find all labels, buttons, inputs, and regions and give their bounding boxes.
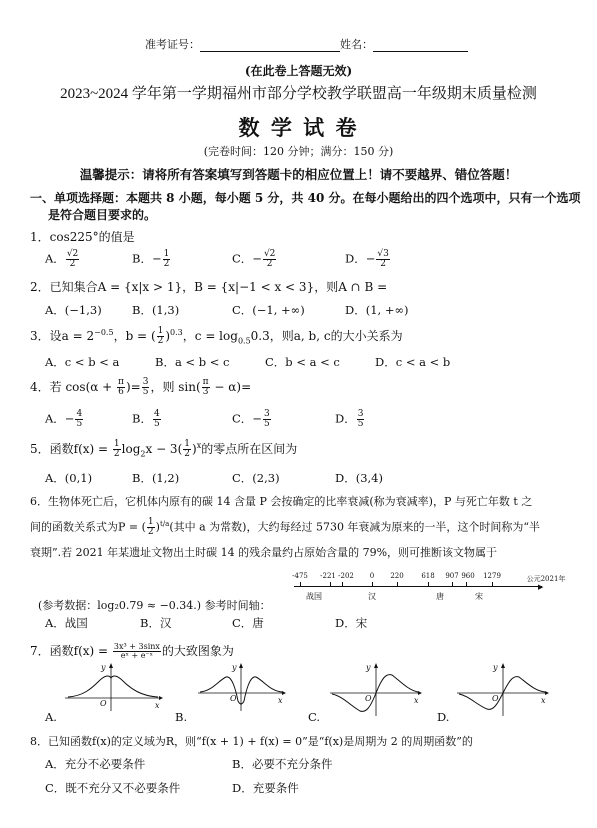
tick-label: -475	[292, 572, 308, 580]
q4-option-a: A．− $\frac{4}{5}$	[45, 409, 83, 429]
section-heading-line2: 是符合题目要求的。	[48, 208, 157, 222]
q3-option-a: A．c < b < a	[45, 355, 120, 369]
question-2: 2．已知集合A = {x|x > 1}，B = {x|−1 < x < 3}，则A ∩ B =	[30, 280, 388, 294]
q4-option-b: B． $\frac{4}{5}$	[132, 409, 160, 429]
tick-label: -202	[338, 572, 354, 580]
q2-option-c: C．(−1, +∞)	[232, 303, 305, 317]
q7-option-a: A.	[45, 710, 57, 724]
section-heading-line1: 一、单项选择题：本题共 8 小题，每小题 5 分，共 40 分。在每小题给出的四个选项中，只有一个选项	[30, 191, 581, 205]
tick-label: 907	[445, 572, 459, 580]
question-8: 8．已知函数f(x)的定义域为R，则“f(x + 1) + f(x) = 0”是“f(x)是周期为 2 的周期函数”的	[30, 735, 473, 748]
q6-option-b: B．汉	[140, 616, 172, 630]
q1-option-b: B．− $\frac{1}{2}$	[132, 249, 170, 269]
question-5: 5．函数f(x) = $\frac{1}{2}$ $\log_2x - 3$( $\frac{1}{2}$ )$^x$的零点所在区间为	[30, 439, 298, 459]
q2-option-d: D．(1, +∞)	[345, 303, 409, 317]
q1-option-d: D．− $\frac{√3}{2}$	[345, 249, 389, 269]
exam-number-field	[145, 36, 340, 52]
q8-option-a: A．充分不必要条件	[45, 757, 146, 771]
q3-option-c: C．b < a < c	[265, 355, 340, 369]
tick-label: 0	[369, 572, 375, 580]
q7-option-c: C.	[308, 710, 321, 724]
timeline-axis	[294, 586, 542, 587]
question-1	[30, 228, 135, 245]
q5-option-a: A．(0,1)	[45, 471, 93, 485]
era-label: 唐	[436, 592, 444, 601]
q2-option-b: B．(1,3)	[132, 303, 180, 317]
question-3: 3．设$a = 2^{-0.5}$，b = ( $\frac{1}{2}$ )$^{0.3}$，$c = \log_{0.5}0.3$，则a, b, c的大小关系为	[30, 326, 403, 346]
name-field	[340, 36, 468, 52]
question-6-line1: 6．生物体死亡后，它机体内原有的碳 14 含量 P 会按确定的比率衰减(称为衰减率)，P 与死亡年数 t 之	[30, 495, 533, 508]
graph-a: y x O	[63, 663, 163, 717]
timeline-end-label: 公元2021年	[526, 575, 566, 583]
name-blank	[373, 39, 468, 52]
invalid-notice: (在此卷上答题无效)	[244, 64, 353, 78]
q8-option-c: C．既不充分又不必要条件	[45, 781, 181, 795]
q6-option-c: C．唐	[232, 616, 264, 630]
graph-d: y x O	[455, 663, 550, 722]
q6-option-a: A．战国	[45, 616, 88, 630]
q8-option-d: D．充要条件	[232, 781, 299, 795]
exam-number-label: 准考证号：	[145, 38, 200, 51]
tick-label: 1279	[483, 572, 501, 580]
era-label: 宋	[475, 592, 483, 601]
question-6-reference: (参考数据：log₂0.79 ≈ −0.34.) 参考时间轴：	[38, 599, 271, 612]
q4-option-d: D． $\frac{3}{5}$	[335, 409, 364, 429]
q1-option-a: A． $\frac{√2}{2}$	[45, 249, 79, 269]
reminder: 温馨提示：请将所有答案填写到答题卡的相应位置上！请不要越界、错位答题！	[79, 167, 518, 182]
question-text: 已知集合A = {x|x > 1}，B = {x|−1 < x < 3}，则A ∩ B =	[49, 280, 388, 294]
question-6-line2: 间的函数关系式为P = ( $\frac{1}{2}$ )$^{t/a}$(其中 a 为常数)，大约每经过 5730 年衰减为原来的一半，这个时间称为“半	[30, 517, 541, 537]
graph-c: y x O	[328, 663, 423, 722]
exam-title: 2023~2024 学年第一学期福州市部分学校教学联盟高一年级期末质量检测	[60, 86, 537, 102]
question-7: 7．函数f(x) = $\frac{\text{3x³ + 3sinx}}{\text{eˣ + e⁻ˣ}}$ 的大致图象为	[30, 642, 234, 660]
question-text: cos225°的值是	[49, 230, 135, 244]
exam-number-blank	[200, 39, 340, 52]
question-text: 已知函数f(x)的定义域为R，则“f(x + 1) + f(x) = 0”是“f(x)是周期为 2 的周期函数”的	[48, 735, 473, 748]
tick-label: -221	[320, 572, 336, 580]
subject-title: 数 学 试 卷	[238, 115, 359, 140]
q2-option-a: A．(−1,3)	[45, 303, 102, 317]
question-6-line3: 衰期”.若 2021 年某遗址文物出土时碳 14 的残余量约占原始含量的 79%，则可推断该文物属于	[30, 546, 498, 559]
name-label: 姓名：	[340, 38, 373, 51]
era-label: 汉	[368, 592, 376, 601]
tick-label: 960	[461, 572, 475, 580]
q4-option-c: C．− $\frac{3}{5}$	[232, 409, 270, 429]
era-label: 战国	[306, 592, 322, 601]
q5-option-c: C．(2,3)	[232, 471, 280, 485]
q6-option-d: D．宋	[335, 616, 368, 630]
time-info: (完卷时间：120 分钟；满分：150 分)	[203, 145, 394, 158]
tick-label: 220	[390, 572, 404, 580]
q3-option-b: B．a < b < c	[155, 355, 230, 369]
q3-option-d: D．c < a < b	[375, 355, 451, 369]
q1-option-c: C．− $\frac{√2}{2}$	[232, 249, 276, 269]
q5-option-b: B．(1,2)	[132, 471, 180, 485]
arrow-right-icon: ▶	[538, 583, 544, 591]
q7-option-d: D.	[437, 710, 450, 724]
reference-timeline	[294, 570, 564, 606]
q7-option-b: B.	[175, 710, 188, 724]
q8-option-b: B．必要不充分条件	[232, 757, 333, 771]
q5-option-d: D．(3,4)	[335, 471, 383, 485]
question-number: 1．	[30, 230, 50, 244]
tick-label: 618	[421, 572, 435, 580]
question-4: 4．若 cos(α + $\frac{\pi}{6}$ )= $\frac{3}{5}$ ，则 sin( $\frac{\pi}{3}$ − α)=	[30, 377, 252, 397]
graph-b: y x O	[196, 663, 286, 717]
